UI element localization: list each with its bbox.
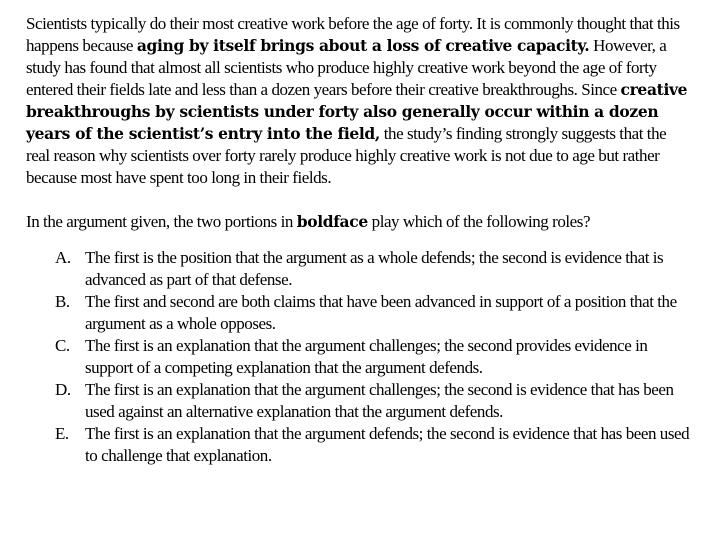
- answer-choice-c[interactable]: [26, 335, 690, 379]
- choice-letter: A.: [55, 248, 71, 267]
- passage-text-3: the study’s finding strongly suggests that the real reason why scientists over forty rarely produce highly creative work is not due to age but rather because most have spent too long in their fields.: [26, 124, 667, 187]
- choice-text: The first and second are both claims that have been advanced in support of a position that the argument as a whole opposes.: [85, 292, 677, 333]
- choice-letter: E.: [55, 424, 69, 443]
- boldface-portion-1: aging by itself brings about a loss of creative capacity.: [136, 36, 590, 55]
- question-text-1: In the argument given, the two portions in: [26, 212, 297, 231]
- answer-choice-b[interactable]: [26, 291, 690, 335]
- passage-text-2: However, a study has found that almost all scientists who produce highly creative work beyond the age of forty entered their fields late and less than a dozen years before their creative breakthroughs. Since: [26, 36, 667, 99]
- passage-paragraph: [26, 13, 690, 189]
- question-stem: [26, 211, 690, 233]
- choice-letter: D.: [55, 380, 71, 399]
- answer-choices: [26, 247, 690, 467]
- choice-text: The first is an explanation that the argument defends; the second is evidence that has been used to challenge that explanation.: [85, 424, 690, 465]
- choice-text: The first is an explanation that the argument challenges; the second provides evidence in support of a competing explanation that the argument defends.: [85, 336, 648, 377]
- passage-text-1: Scientists typically do their most creative work before the age of forty. It is commonly thought that this happens because: [26, 14, 680, 55]
- choice-letter: B.: [55, 292, 70, 311]
- choice-text: The first is an explanation that the argument challenges; the second is evidence that has been used against an alternative explanation that the argument defends.: [85, 380, 674, 421]
- choice-letter: C.: [55, 336, 70, 355]
- question-bold-word: boldface: [296, 212, 368, 231]
- boldface-portion-2: creative breakthroughs by scientists under forty also generally occur within a dozen years of the scientist’s entry into the field,: [26, 80, 688, 143]
- answer-choice-e[interactable]: [26, 423, 690, 467]
- answer-choice-a[interactable]: [26, 247, 690, 291]
- question-text-2: play which of the following roles?: [367, 212, 591, 231]
- answer-choice-d[interactable]: [26, 379, 690, 423]
- choice-text: The first is the position that the argument as a whole defends; the second is evidence that is advanced as part of that defense.: [85, 248, 664, 289]
